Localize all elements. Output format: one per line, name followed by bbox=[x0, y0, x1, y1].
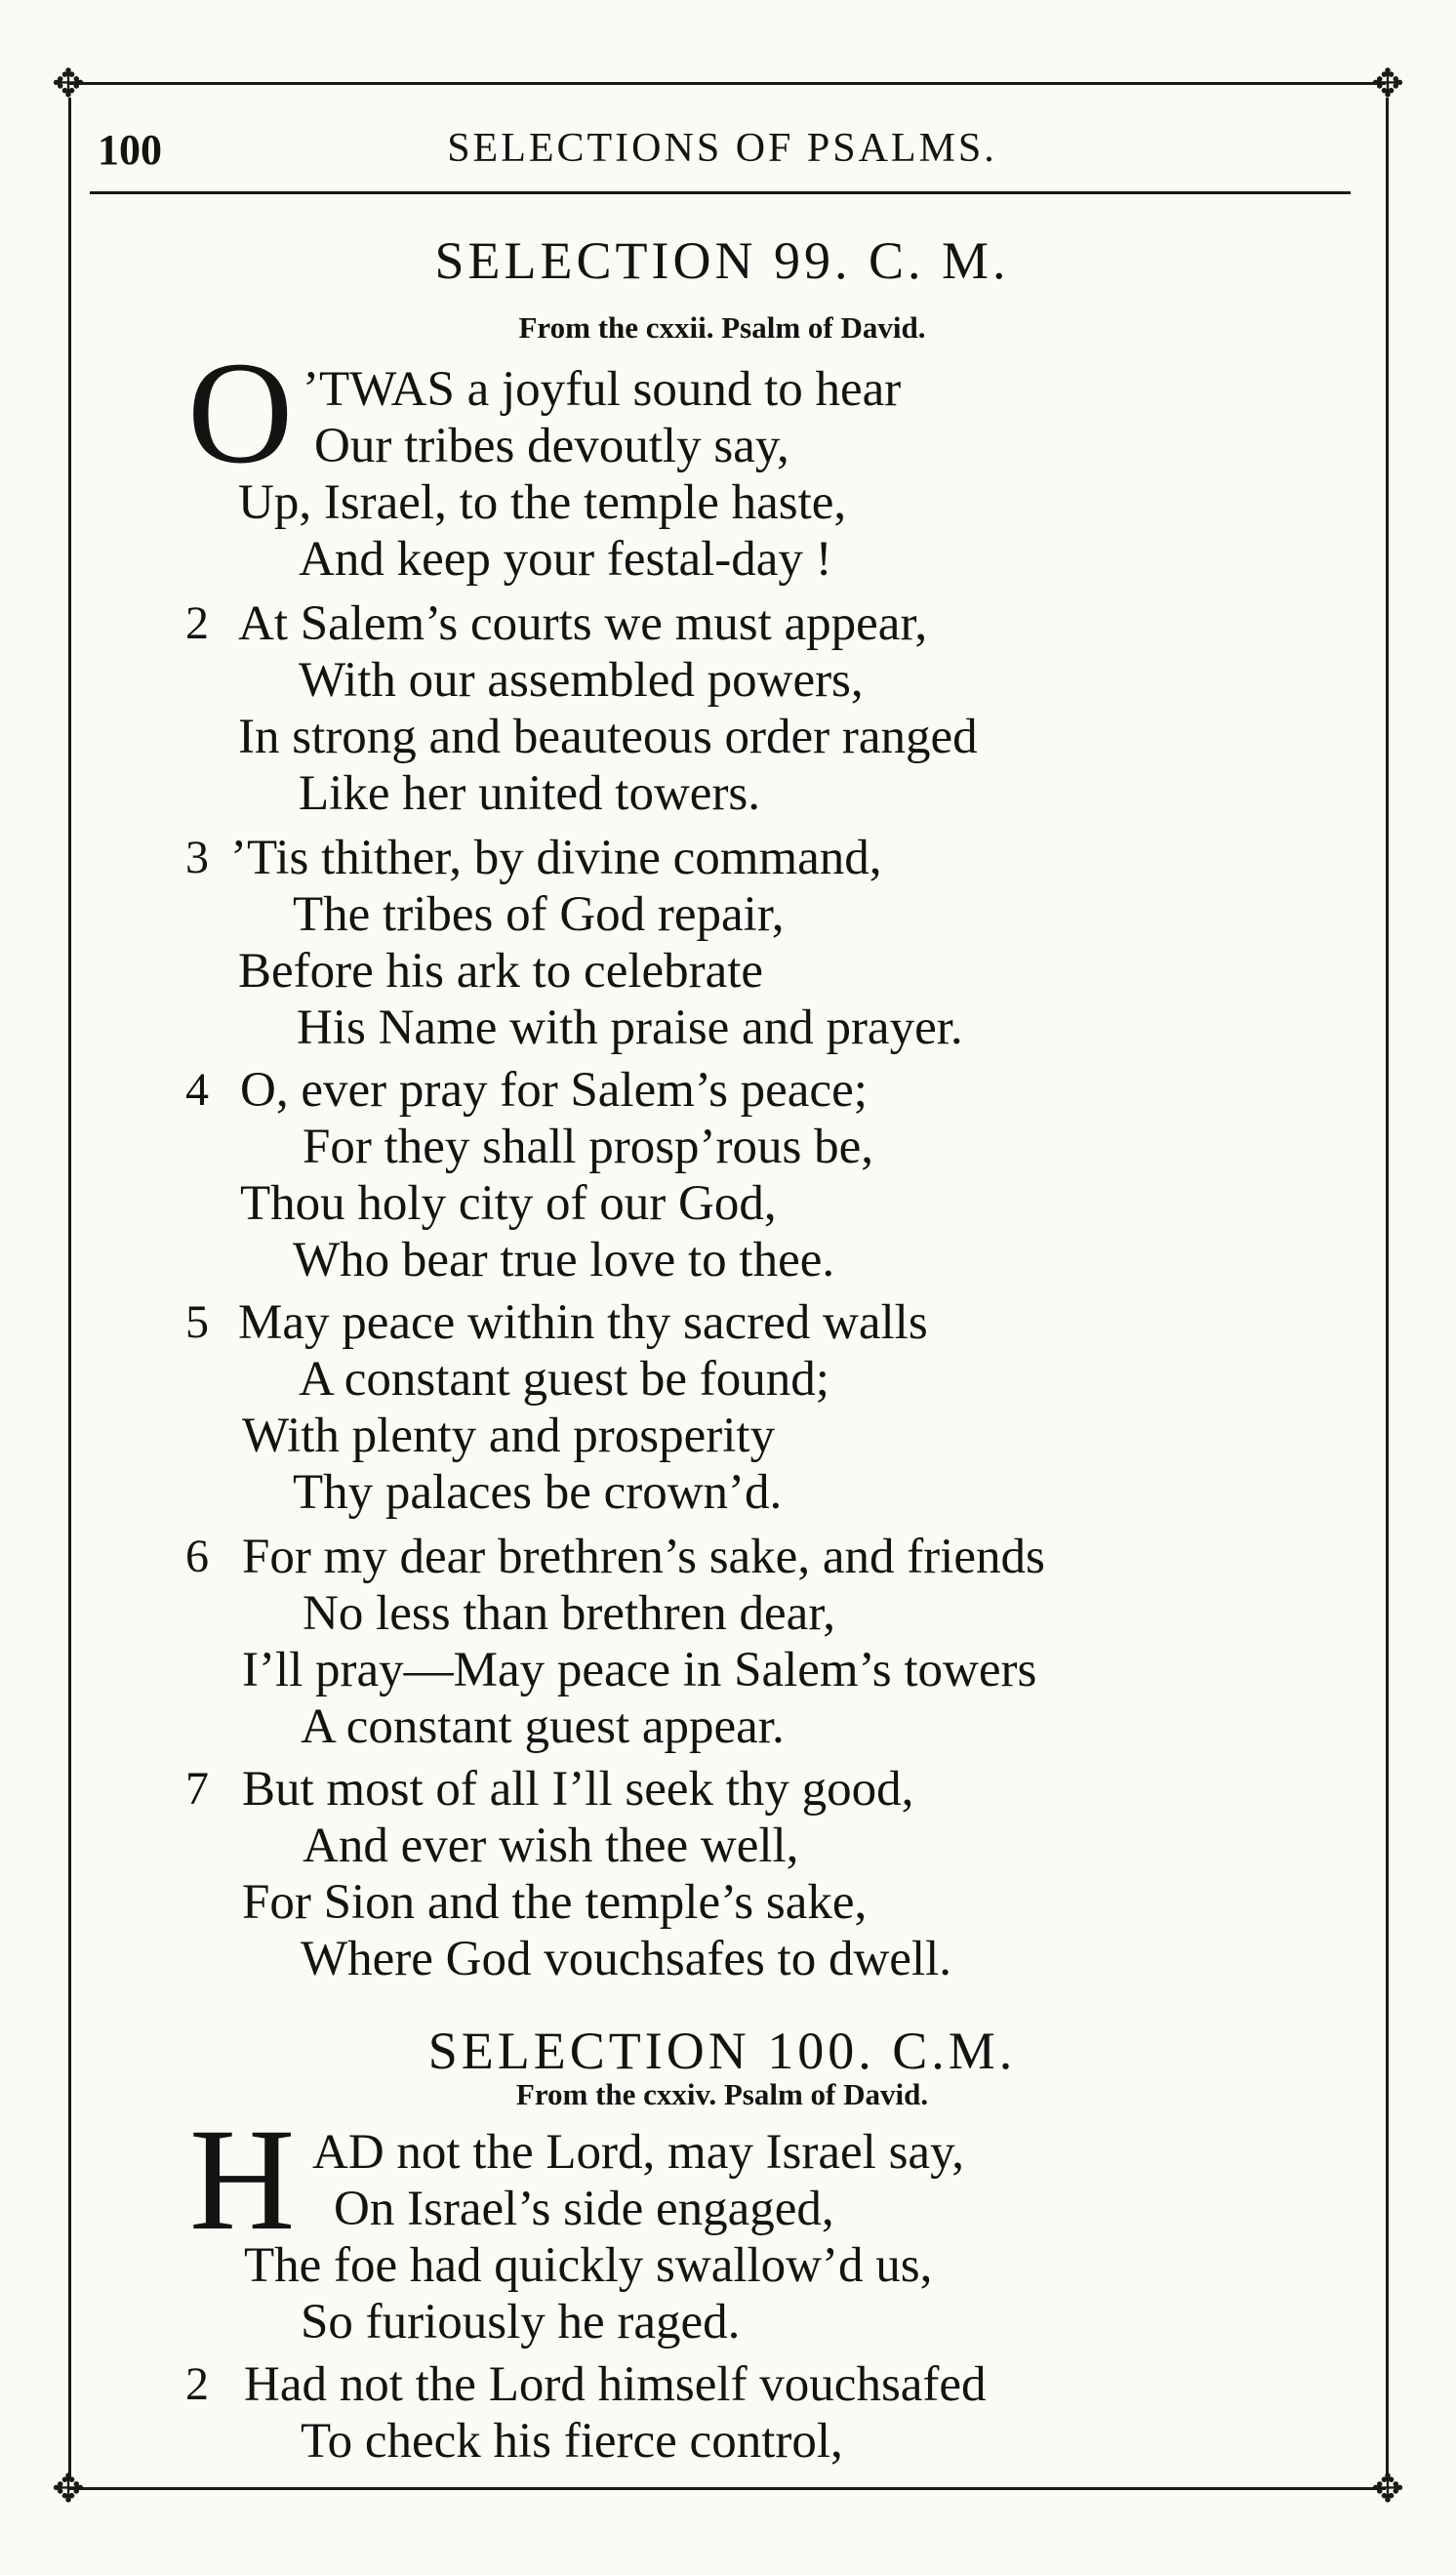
verse-line: With plenty and prosperity bbox=[242, 1409, 776, 1463]
verse-line: For my dear brethren’s sake, and friends bbox=[242, 1530, 1045, 1584]
cross-ornament-icon: ✥ bbox=[52, 2467, 85, 2512]
bottom-border bbox=[68, 2487, 1386, 2490]
verse-line: ’Tis thither, by divine command, bbox=[230, 831, 882, 885]
page-number: 100 bbox=[98, 126, 162, 174]
cross-ornament-icon: ✥ bbox=[1371, 2467, 1404, 2512]
verse-line: On Israel’s side engaged, bbox=[334, 2182, 834, 2236]
drop-cap: H bbox=[189, 2099, 296, 2261]
stanza-number: 2 bbox=[185, 597, 209, 649]
selection-source: From the cxxii. Psalm of David. bbox=[518, 310, 926, 345]
verse-line: Where God vouchsafes to dwell. bbox=[301, 1932, 952, 1986]
verse-line: May peace within thy sacred walls bbox=[238, 1295, 928, 1350]
verse-line: O, ever pray for Salem’s peace; bbox=[240, 1063, 868, 1118]
stanza-number: 7 bbox=[185, 1763, 209, 1815]
selection-title: SELECTION 100. C.M. bbox=[427, 2022, 1017, 2080]
right-border bbox=[1386, 98, 1389, 2479]
cross-ornament-icon: ✥ bbox=[1371, 61, 1404, 106]
verse-line: ’TWAS a joyful sound to hear bbox=[303, 362, 902, 417]
verse-line: Had not the Lord himself vouchsafed bbox=[244, 2357, 987, 2412]
verse-line: The tribes of God repair, bbox=[293, 887, 785, 942]
verse-line: For they shall prosp’rous be, bbox=[303, 1120, 874, 1174]
running-head-title: SELECTIONS OF PSALMS. bbox=[447, 126, 997, 171]
verse-line: To check his fierce control, bbox=[301, 2414, 843, 2469]
verse-line: Before his ark to celebrate bbox=[238, 944, 764, 999]
stanza-number: 5 bbox=[185, 1296, 209, 1348]
verse-line: At Salem’s courts we must appear, bbox=[238, 596, 928, 651]
verse-line: In strong and beauteous order ranged bbox=[238, 710, 978, 764]
verse-line: A constant guest appear. bbox=[301, 1699, 785, 1754]
stanza-number: 4 bbox=[185, 1064, 209, 1116]
verse-line: No less than brethren dear, bbox=[303, 1586, 836, 1641]
top-border bbox=[68, 82, 1386, 85]
left-border bbox=[68, 98, 71, 2479]
verse-line: And keep your festal-day ! bbox=[299, 532, 832, 587]
verse-line: So furiously he raged. bbox=[301, 2295, 741, 2350]
verse-line: But most of all I’ll seek thy good, bbox=[242, 1762, 914, 1817]
verse-line: His Name with praise and prayer. bbox=[297, 1001, 963, 1055]
stanza-number: 6 bbox=[185, 1531, 209, 1582]
stanza-number: 3 bbox=[185, 832, 209, 883]
selection-source: From the cxxiv. Psalm of David. bbox=[515, 2077, 929, 2111]
verse-line: Thy palaces be crown’d. bbox=[293, 1465, 783, 1520]
cross-ornament-icon: ✥ bbox=[52, 61, 85, 106]
verse-line: Who bear true love to thee. bbox=[293, 1233, 835, 1288]
verse-line: And ever wish thee well, bbox=[303, 1819, 799, 1873]
verse-line: The foe had quickly swallow’d us, bbox=[244, 2238, 933, 2293]
verse-line: A constant guest be found; bbox=[299, 1352, 829, 1407]
verse-line: Like her united towers. bbox=[299, 766, 761, 821]
drop-cap: O bbox=[187, 332, 294, 494]
verse-line: Thou holy city of our God, bbox=[240, 1176, 777, 1231]
running-head bbox=[88, 117, 1356, 185]
verse-line: Our tribes devoutly say, bbox=[314, 419, 789, 473]
verse-line: I’ll pray—May peace in Salem’s towers bbox=[242, 1643, 1037, 1697]
selection-title: SELECTION 99. C. M. bbox=[434, 231, 1010, 290]
header-rule bbox=[90, 191, 1351, 194]
verse-line: Up, Israel, to the temple haste, bbox=[238, 475, 847, 530]
verse-line: For Sion and the temple’s sake, bbox=[242, 1875, 868, 1930]
stanza-number: 2 bbox=[185, 2358, 209, 2410]
verse-line: With our assembled powers, bbox=[299, 653, 864, 708]
verse-line: AD not the Lord, may Israel say, bbox=[312, 2125, 965, 2180]
